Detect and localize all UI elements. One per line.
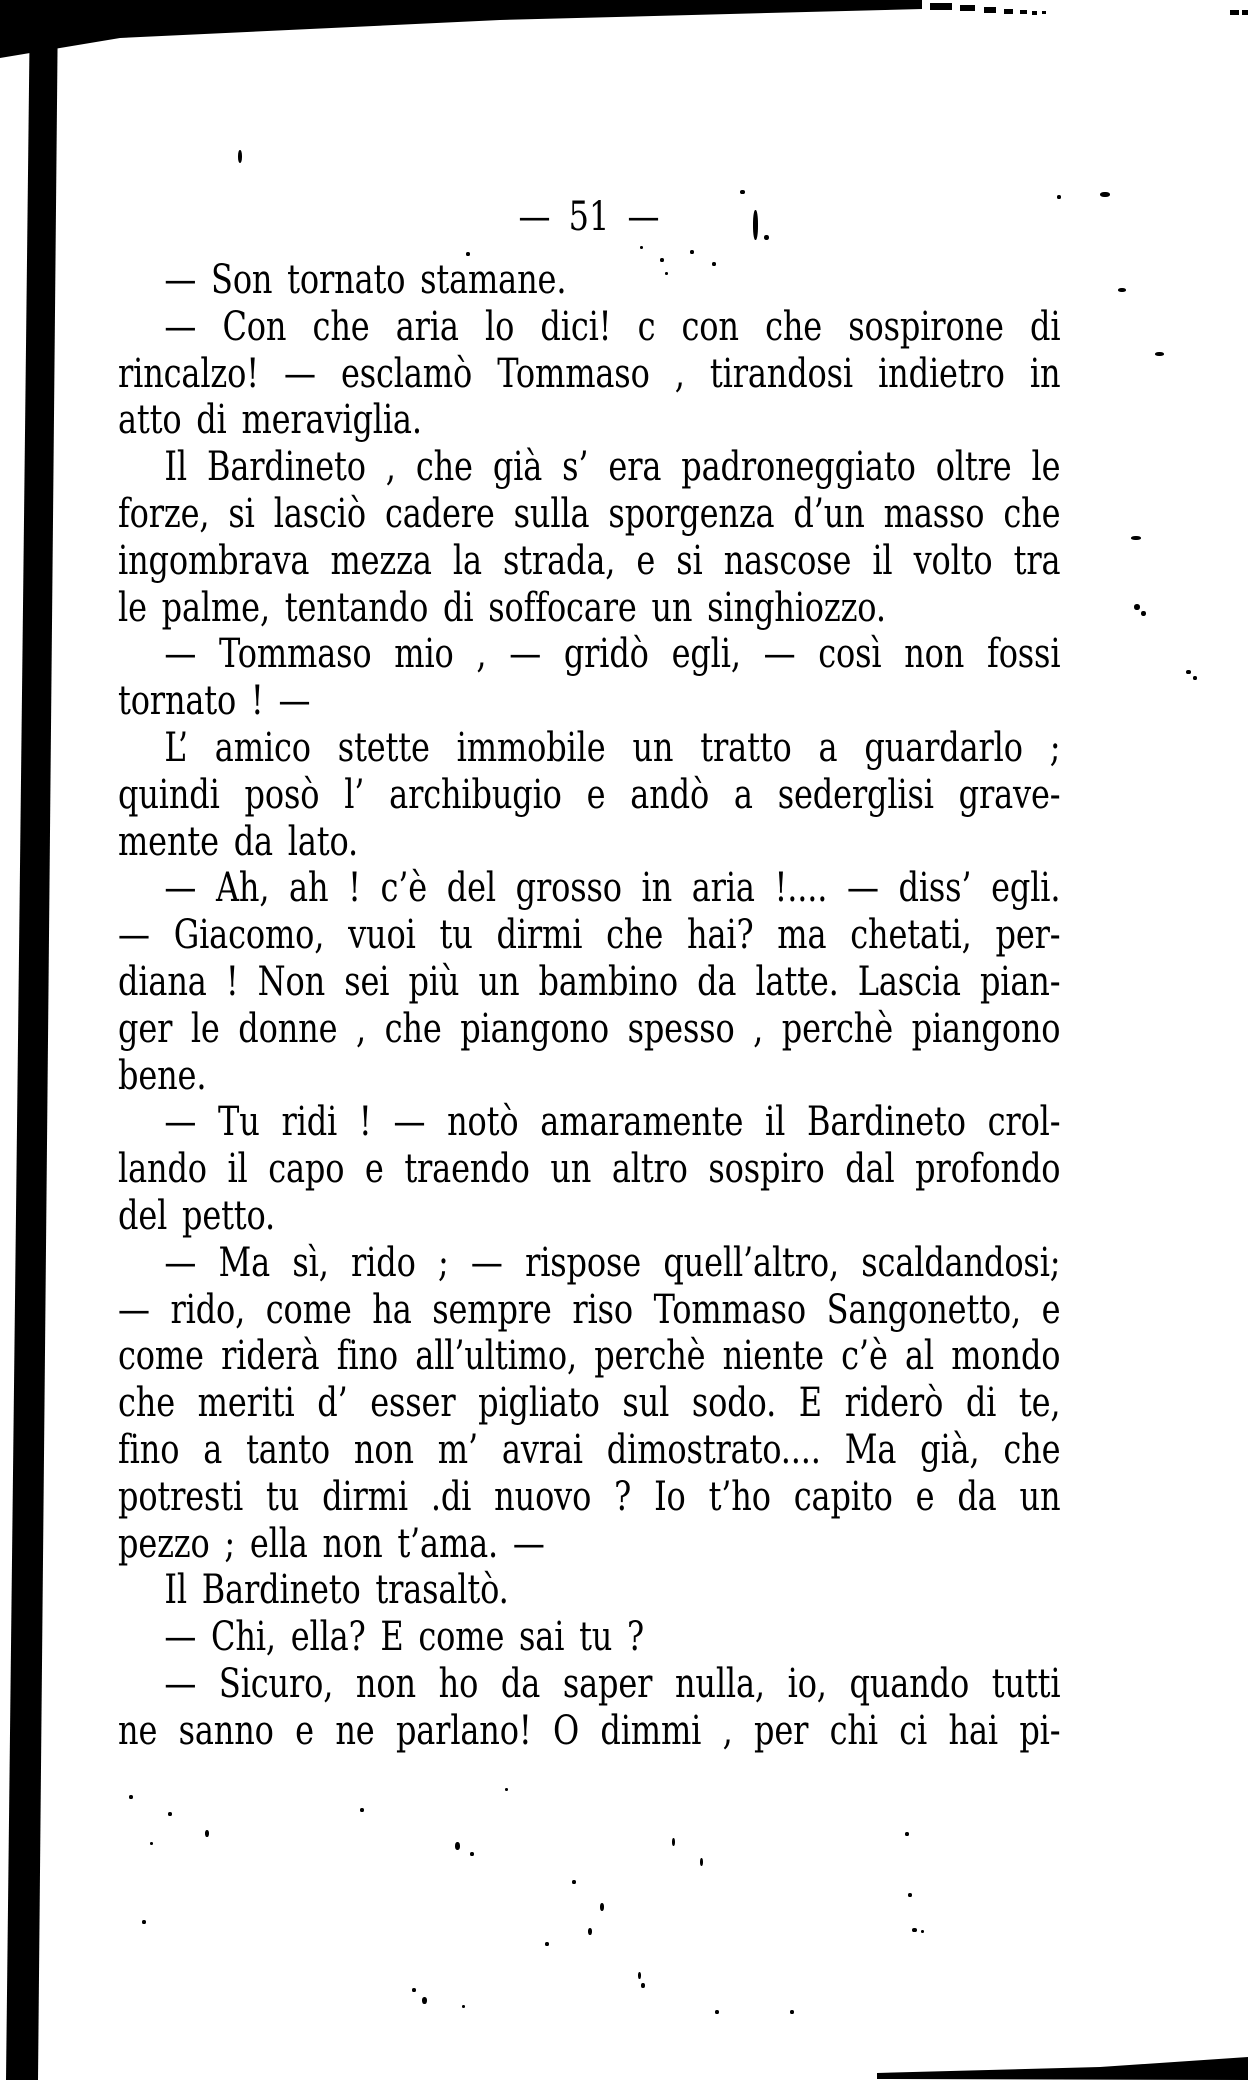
scan-edge-top-dash <box>1020 10 1027 14</box>
scan-speck <box>455 1842 460 1850</box>
scan-edge-top-dash <box>1032 11 1037 15</box>
text-line: atto di meraviglia. <box>118 397 422 444</box>
page-number: — 51 — <box>518 194 660 240</box>
text-line: — rido, come ha sempre riso Tommaso Sangonetto, e <box>118 1286 1061 1333</box>
scan-speck <box>912 1928 917 1932</box>
scan-edge-top <box>0 0 922 58</box>
scan-edge-top-dash <box>960 5 975 11</box>
text-line: bene. <box>118 1052 207 1099</box>
scan-edge-left <box>6 0 58 2080</box>
text-line: fino a tanto non m’ avrai dimostrato.... Ma già, che <box>118 1426 1061 1473</box>
scan-edge-top-dash <box>930 3 952 10</box>
scan-speck <box>462 2005 465 2008</box>
scan-speck <box>600 1903 604 1911</box>
text-line: ingombrava mezza la strada, e si nascose il volto tra <box>118 537 1061 584</box>
scan-speck <box>700 1858 703 1866</box>
body-text <box>118 257 1060 1755</box>
scan-speck <box>1186 670 1191 674</box>
text-line: — Sicuro, non ho da saper nulla, io, quando tutti <box>164 1660 1061 1707</box>
scan-speck <box>1131 536 1141 540</box>
text-line: — Chi, ella? E come sai tu ? <box>164 1614 645 1661</box>
text-line: ne sanno e ne parlano! O dimmi , per chi ci hai pi- <box>118 1707 1061 1754</box>
text-line: — Son tornato stamane. <box>164 257 567 303</box>
text-line: che meriti d’ esser pigliato sul sodo. E riderò di te, <box>118 1380 1061 1427</box>
text-line: rincalzo! — esclamò Tommaso , tirandosi indietro in <box>118 350 1061 397</box>
text-line: del petto. <box>118 1192 276 1239</box>
scan-speck <box>640 246 643 249</box>
scan-speck <box>764 235 769 240</box>
scan-speck <box>1141 611 1146 616</box>
scan-speck <box>905 1832 909 1836</box>
scan-speck <box>1118 288 1126 292</box>
scan-speck <box>470 1852 474 1856</box>
scan-speck <box>690 250 694 254</box>
scan-edge-top-dash <box>1042 11 1046 14</box>
scan-speck <box>1134 604 1140 610</box>
scan-edge-bottom-right <box>877 2057 1248 2080</box>
text-line: — Con che aria lo dici! c con che sospirone di <box>164 303 1061 350</box>
text-line: — Tommaso mio , — gridò egli, — così non fossi <box>164 631 1061 678</box>
text-line: — Ah, ah ! c’è del grosso in aria !.... — diss’ egli. <box>164 865 1061 912</box>
text-line: lando il capo e traendo un altro sospiro dal profondo <box>118 1146 1061 1193</box>
scan-speck <box>638 1972 641 1979</box>
scan-speck <box>665 272 668 275</box>
text-line: — Giacomo, vuoi tu dirmi che hai? ma chetati, per- <box>118 912 1061 959</box>
scan-edge-top-dash <box>1004 9 1013 14</box>
scan-edge-top-dash <box>984 7 996 13</box>
scan-speck <box>150 1842 153 1845</box>
scan-speck <box>466 252 470 256</box>
scan-speck <box>1100 192 1110 197</box>
scan-speck <box>505 1788 508 1791</box>
text-line: — Tu ridi ! — notò amaramente il Bardineto crol- <box>164 1099 1061 1146</box>
text-line: Il Bardineto trasaltò. <box>164 1567 509 1614</box>
scan-speck <box>360 1808 364 1812</box>
text-line: le palme, tentando di soffocare un singhiozzo. <box>118 584 886 631</box>
scan-speck <box>545 1942 549 1946</box>
text-line: tornato ! — <box>118 678 311 725</box>
scan-edge-top-dash <box>1242 10 1248 15</box>
scan-speck <box>205 1830 209 1837</box>
text-line: diana ! Non sei più un bambino da latte. Lascia pian- <box>118 958 1061 1005</box>
text-line: ger le donne , che piangono spesso , perchè piangono <box>118 1005 1061 1052</box>
text-line: Il Bardineto , che già s’ era padroneggiato oltre le <box>164 444 1061 491</box>
scan-speck <box>753 210 758 240</box>
scan-speck <box>238 150 242 163</box>
scan-speck <box>1193 676 1197 680</box>
scan-speck <box>142 1920 146 1924</box>
scan-speck <box>790 2010 794 2014</box>
text-line: quindi posò l’ archibugio e andò a sederglisi grave- <box>118 771 1061 818</box>
scan-speck <box>660 258 664 262</box>
scan-speck <box>1155 352 1164 356</box>
scan-speck <box>572 1880 576 1884</box>
scan-speck <box>921 1930 924 1933</box>
text-line: mente da lato. <box>118 818 359 865</box>
scan-speck <box>740 190 745 194</box>
scan-speck <box>712 262 716 266</box>
text-line: come riderà fino all’ultimo, perchè niente c’è al mondo <box>118 1333 1061 1380</box>
scan-speck <box>422 1997 427 2004</box>
scan-speck <box>715 2010 719 2014</box>
scan-edge-top-dash <box>1230 10 1239 15</box>
scan-speck <box>641 1983 645 1988</box>
scan-speck <box>412 1988 416 1992</box>
text-line: forze, si lasciò cadere sulla sporgenza d’un masso che <box>118 490 1061 537</box>
text-line: L’ amico stette immobile un tratto a guardarlo ; <box>164 724 1061 771</box>
scan-speck <box>908 1893 912 1897</box>
scan-speck <box>672 1838 675 1846</box>
scan-speck <box>588 1928 592 1935</box>
text-line: — Ma sì, rido ; — rispose quell’altro, scaldandosi; <box>164 1239 1061 1286</box>
scan-speck <box>129 1795 133 1799</box>
text-line: pezzo ; ella non t’ama. — <box>118 1520 545 1567</box>
scan-speck <box>168 1812 172 1816</box>
scan-speck <box>1057 195 1061 199</box>
text-line: potresti tu dirmi .di nuovo ? Io t’ho capito e da un <box>118 1473 1061 1520</box>
